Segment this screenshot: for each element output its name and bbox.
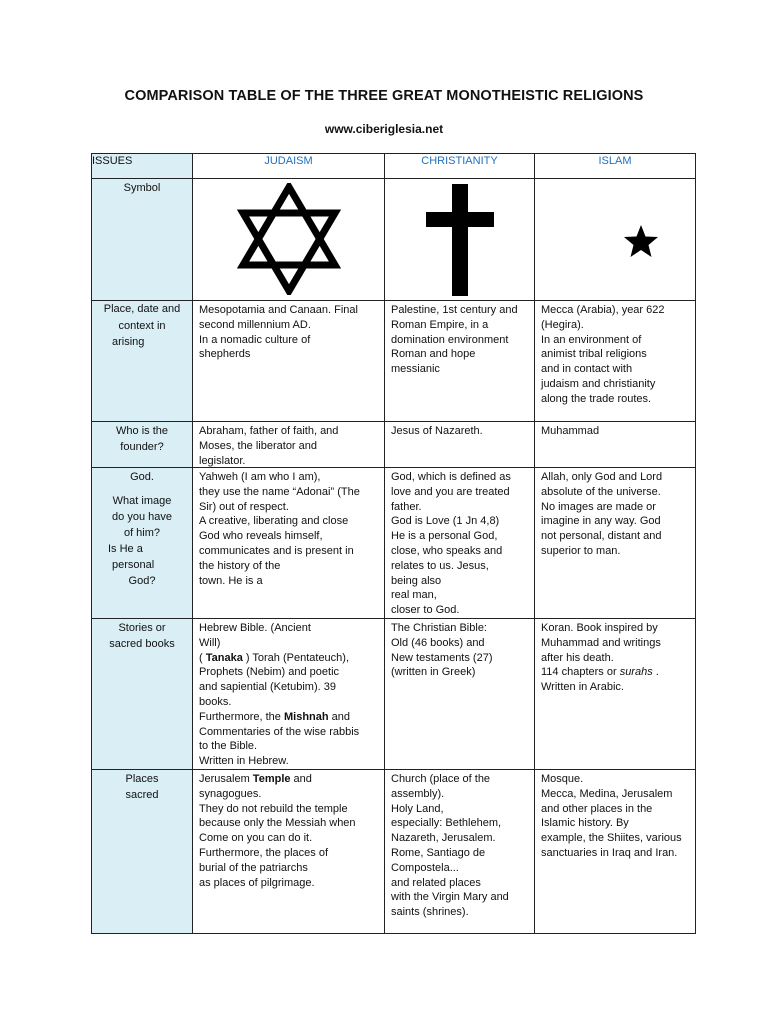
cell-line: Abraham, father of faith, and — [199, 425, 339, 437]
cell-line: Mecca (Arabia), year 622 — [541, 304, 665, 316]
text-run: ( — [199, 651, 206, 664]
row-label-symbol — [92, 179, 193, 301]
row-label-founder — [92, 422, 193, 468]
cell-line: sanctuaries in Iraq and Iran. — [541, 846, 678, 859]
cell-line: God, which is defined as — [391, 471, 511, 483]
cell-line: messianic — [391, 363, 440, 376]
islam-symbol-cell — [535, 179, 696, 301]
cell-line: synagogues. — [199, 787, 262, 800]
cell-line: after his death. — [541, 651, 614, 664]
website-link[interactable]: www.ciberiglesia.net — [324, 122, 444, 136]
islam-founder-cell — [535, 422, 696, 468]
cell-line: In an environment of — [541, 333, 642, 346]
cell-line: Mesopotamia and Canaan. Final — [199, 304, 358, 316]
cell-line: Commentaries of the wise rabbis — [199, 725, 360, 738]
cell-line: animist tribal religions — [541, 348, 647, 361]
cell-line: Roman Empire, in a — [391, 318, 489, 331]
cell-line: domination environment — [391, 333, 509, 346]
god-label-line: What image — [112, 495, 172, 507]
christianity-founder-cell — [385, 422, 535, 468]
cell-line: to the Bible. — [199, 740, 258, 753]
judaism-header: JUDAISM — [193, 154, 385, 179]
cell-line: and other places in the — [541, 802, 653, 815]
text-run: and — [328, 710, 351, 723]
cell-line: Palestine, 1st century and — [391, 304, 518, 316]
cell-line: saints (shrines). — [391, 906, 469, 919]
cell-line: Moses, the liberator and — [199, 439, 318, 452]
cell-line: Will) — [199, 636, 221, 649]
islam-books-cell — [535, 618, 696, 769]
founder-label-line: Who is the — [116, 425, 168, 437]
row-label-places — [92, 769, 193, 933]
cell-line: (Hegira). — [541, 318, 584, 331]
christianity-place-cell — [385, 301, 535, 422]
god-label-line: God. — [130, 471, 154, 483]
cell-line: they use the name “Adonai” (The — [199, 485, 360, 498]
christianity-header: CHRISTIANITY — [385, 154, 535, 179]
god-row — [92, 468, 696, 619]
places-label-line: sacred — [125, 788, 159, 801]
text-run: Furthermore, the — [199, 710, 284, 723]
cell-line: Allah, only God and Lord — [541, 471, 663, 483]
places-label-line: Places — [125, 772, 159, 785]
comparison-table — [91, 153, 696, 934]
judaism-symbol-cell — [193, 179, 385, 301]
cell-line: Prophets (Nebim) and poetic — [199, 666, 340, 679]
cell-line: legislator. — [199, 454, 246, 467]
cell-line — [541, 665, 692, 680]
places-row — [92, 769, 696, 933]
cell-line: Sir) out of respect. — [199, 500, 289, 513]
cell-line: with the Virgin Mary and — [391, 891, 509, 904]
christianity-god-cell — [385, 468, 535, 619]
books-row — [92, 618, 696, 769]
cell-line: because only the Messiah when — [199, 817, 356, 830]
symbol-row — [92, 179, 696, 301]
islam-god-cell — [535, 468, 696, 619]
cell-line: absolute of the universe. — [541, 485, 661, 498]
cell-line — [199, 710, 381, 725]
cell-line: A creative, liberating and close — [199, 515, 349, 528]
cell-line: Written in Arabic. — [541, 681, 624, 694]
cell-line: Mecca, Medina, Jerusalem — [541, 787, 673, 800]
place-label-line: Place, date and — [103, 303, 181, 315]
books-label-line: sacred books — [109, 637, 175, 650]
cell-line: and sapiential (Ketubim). 39 — [199, 681, 336, 694]
cell-line: books. — [199, 695, 232, 708]
text-run: Jerusalem — [199, 772, 253, 785]
cell-line: not personal, distant and — [541, 530, 662, 543]
text-run: . — [652, 666, 659, 679]
header-row — [92, 154, 696, 179]
god-label-line: of him? — [123, 527, 161, 539]
god-label-line: do you have — [112, 511, 172, 523]
judaism-books-cell — [193, 618, 385, 769]
judaism-founder-cell — [193, 422, 385, 468]
label-spacer — [92, 485, 192, 493]
document-title: COMPARISON TABLE OF THE THREE GREAT MONOTHEISTIC RELIGIONS — [124, 88, 644, 104]
place-label-line: arising — [112, 336, 145, 348]
god-label-line: God? — [128, 575, 156, 587]
cell-line: Old (46 books) and — [391, 636, 485, 649]
cell-line — [199, 651, 381, 666]
cell-line: father. — [391, 500, 422, 513]
cell-line: Mosque. — [541, 772, 584, 785]
cell-line: town. He is a — [199, 574, 263, 587]
cell-line: Hebrew Bible. (Ancient — [199, 621, 311, 634]
books-label-line: Stories or — [118, 621, 166, 634]
cell-line: second millennium AD. — [199, 318, 311, 331]
christianity-books-cell — [385, 618, 535, 769]
cell-line: being also — [391, 574, 442, 587]
cell-line: close, who speaks and — [391, 544, 503, 557]
cell-line: Written in Hebrew. — [199, 755, 289, 768]
cell-line — [199, 772, 381, 787]
cell-line: Holy Land, — [391, 802, 444, 815]
cell-line: Nazareth, Jerusalem. — [391, 832, 496, 845]
cell-line: New testaments (27) — [391, 651, 493, 664]
cell-line: and in contact with — [541, 363, 633, 376]
star-of-david-icon — [237, 183, 341, 295]
cell-line: Rome, Santiago de — [391, 846, 486, 859]
cell-line: He is a personal God, — [391, 530, 498, 543]
row-label-god — [92, 468, 193, 619]
judaism-places-cell — [193, 769, 385, 933]
cell-line: burial of the patriarchs — [199, 861, 308, 874]
cell-line: the history of the — [199, 559, 281, 572]
cell-line: judaism and christianity — [541, 377, 656, 390]
row-label-place — [92, 301, 193, 422]
cell-line: They do not rebuild the temple — [199, 802, 348, 815]
cell-line: example, the Shiites, various — [541, 832, 682, 845]
cell-line: assembly). — [391, 787, 445, 800]
tanaka-term: Tanaka — [205, 651, 243, 664]
cell-line: shepherds — [199, 348, 251, 361]
islam-places-cell — [535, 769, 696, 933]
cell-line: Compostela... — [391, 861, 459, 874]
cell-line: as places of pilgrimage. — [199, 876, 315, 889]
crescent-star-icon — [561, 185, 669, 293]
cell-line: superior to man. — [541, 544, 621, 557]
cell-line: imagine in any way. God — [541, 515, 661, 528]
mishnah-term: Mishnah — [283, 710, 329, 723]
cell-line: along the trade routes. — [541, 392, 652, 405]
cell-line: real man, — [391, 589, 437, 602]
cell-line: (written in Greek) — [391, 666, 476, 679]
text-run: ) Torah (Pentateuch), — [242, 651, 350, 664]
cell-line: and related places — [391, 876, 481, 889]
founder-label-line: founder? — [120, 441, 164, 453]
christianity-places-cell — [385, 769, 535, 933]
islam-place-cell — [535, 301, 696, 422]
cell-line: Jesus of Nazareth. — [391, 425, 483, 437]
cell-line: Come on you can do it. — [199, 832, 313, 845]
surahs-term: surahs — [619, 666, 653, 679]
place-label-line: context in — [118, 319, 166, 332]
cell-line: God is Love (1 Jn 4,8) — [391, 515, 500, 528]
cell-line: especially: Bethlehem, — [391, 817, 502, 830]
cell-line: Muhammad — [541, 425, 600, 437]
founder-row — [92, 422, 696, 468]
cell-line: Church (place of the — [391, 772, 491, 785]
cell-line: love and you are treated — [391, 485, 510, 498]
row-label-books — [92, 618, 193, 769]
cell-line: God who reveals himself, — [199, 530, 323, 543]
judaism-place-cell — [193, 301, 385, 422]
text-run: 114 chapters or — [541, 666, 620, 679]
text-run: and — [290, 772, 312, 785]
god-label-line: Is He a — [108, 543, 143, 555]
cell-line: relates to us. Jesus, — [391, 559, 489, 572]
cell-line: The Christian Bible: — [391, 621, 487, 634]
cell-line: Yahweh (I am who I am), — [199, 471, 321, 483]
cell-line: In a nomadic culture of — [199, 333, 311, 346]
islam-header: ISLAM — [535, 154, 696, 179]
cell-line: Koran. Book inspired by — [541, 621, 658, 634]
cell-line: Muhammad and writings — [541, 636, 661, 649]
cell-line: No images are made or — [541, 500, 656, 513]
symbol-row-label: Symbol — [123, 182, 161, 194]
issues-header: ISSUES — [92, 154, 193, 179]
cell-line: Furthermore, the places of — [199, 846, 329, 859]
place-row — [92, 301, 696, 422]
cell-line: Islamic history. By — [541, 817, 629, 830]
cell-line: communicates and is present in — [199, 544, 354, 557]
cell-line: closer to God. — [391, 604, 460, 617]
christianity-symbol-cell — [385, 179, 535, 301]
god-label-line: personal — [112, 559, 155, 571]
judaism-god-cell — [193, 468, 385, 619]
temple-term: Temple — [252, 772, 291, 785]
cross-icon — [424, 182, 496, 296]
cell-line: Roman and hope — [391, 348, 476, 361]
